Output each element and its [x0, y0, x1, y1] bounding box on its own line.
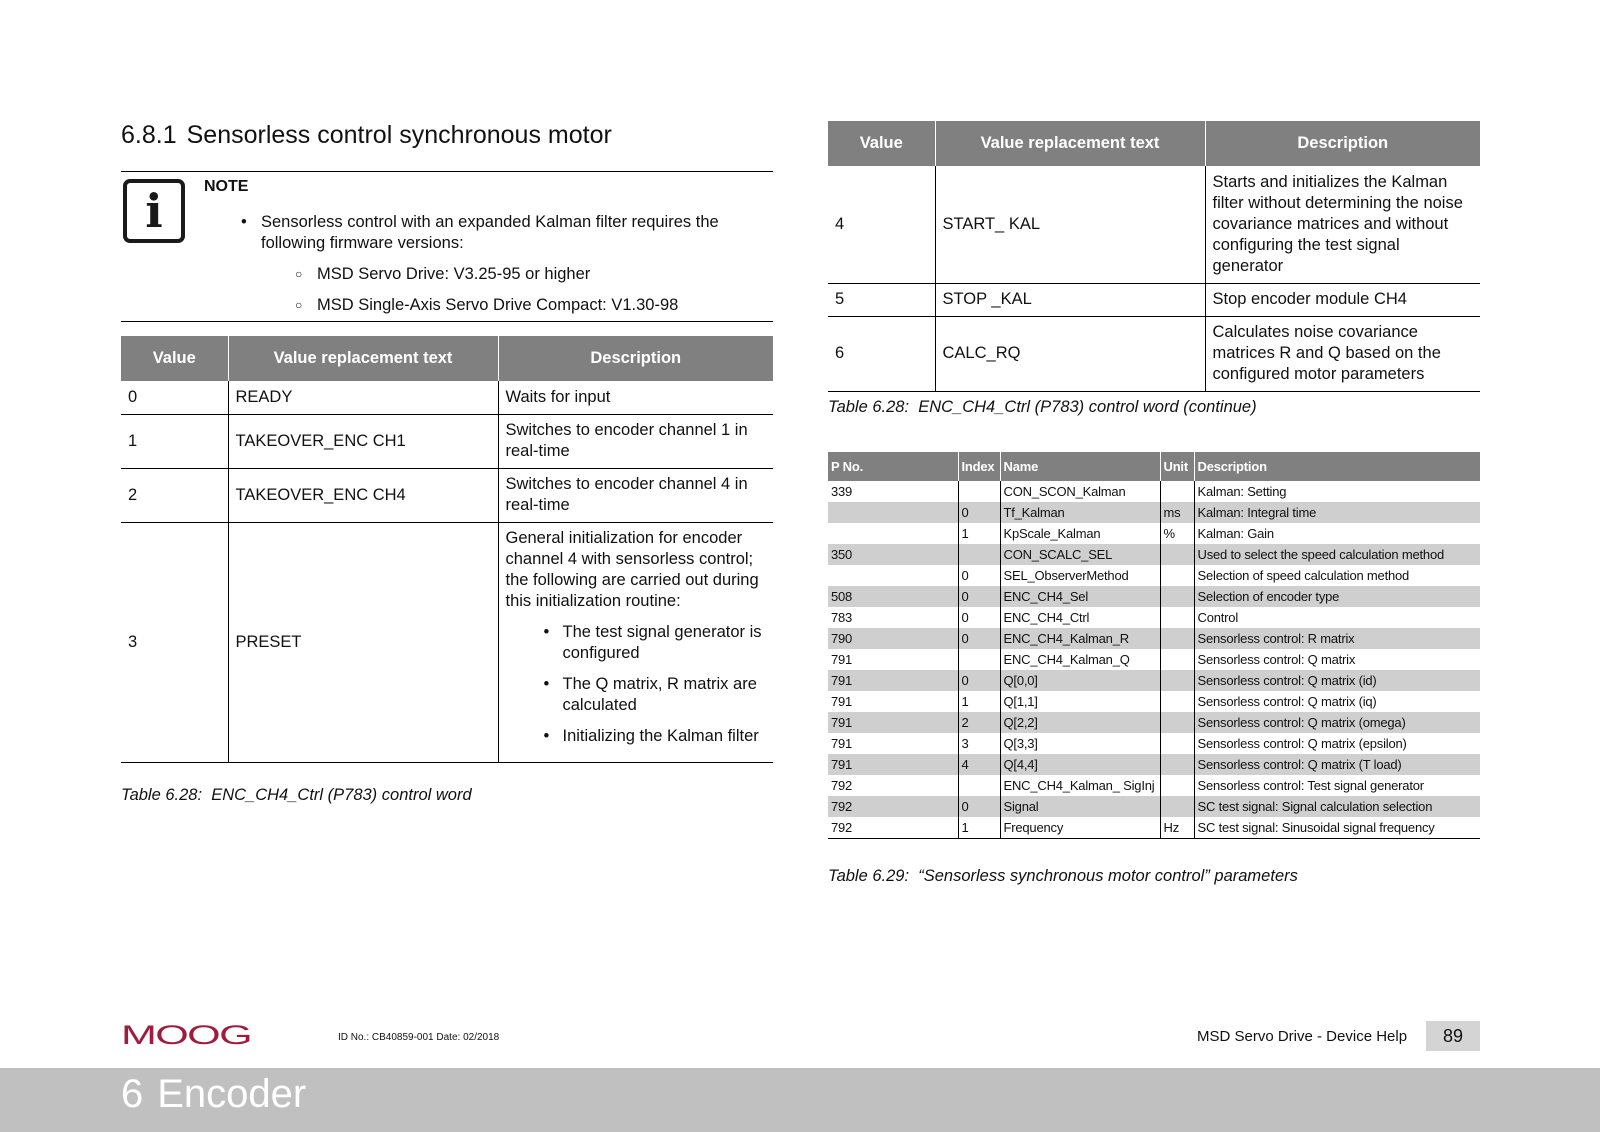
table-row: [828, 649, 1480, 670]
cell-unit: [1160, 670, 1194, 691]
table-row: [828, 586, 1480, 607]
cell-unit: [1160, 691, 1194, 712]
cell-name: ENC_CH4_Sel: [1000, 586, 1160, 607]
cell-description: Kalman: Gain: [1194, 523, 1480, 544]
chapter-title-text: Encoder: [157, 1072, 307, 1116]
cell-description: Sensorless control: Q matrix (iq): [1194, 691, 1480, 712]
circle-bullet-icon: ○: [295, 298, 303, 312]
cell-unit: [1160, 586, 1194, 607]
cell-index: 4: [958, 754, 1000, 775]
cell-unit: [1160, 544, 1194, 565]
cell-pno: 791: [828, 712, 958, 733]
column-header-value: Value: [121, 336, 228, 381]
bullet-icon: •: [241, 213, 247, 231]
column-header-pno: P No.: [828, 452, 958, 481]
table-row: [828, 166, 1480, 283]
description-bullet-list: [506, 622, 767, 747]
parameters-table: [828, 452, 1480, 839]
cell-name: Frequency: [1000, 817, 1160, 839]
chapter-title: [121, 1072, 306, 1117]
note-label: NOTE: [204, 178, 249, 195]
column-header-replacement-text: Value replacement text: [228, 336, 498, 381]
cell-value: 5: [828, 283, 935, 316]
cell-name: Q[0,0]: [1000, 670, 1160, 691]
cell-unit: [1160, 796, 1194, 817]
note-box: [121, 171, 773, 322]
cell-value: 2: [121, 468, 228, 522]
cell-index: 0: [958, 796, 1000, 817]
cell-index: 0: [958, 586, 1000, 607]
cell-pno: 791: [831, 736, 853, 751]
cell-index: [958, 775, 1000, 796]
cell-unit: [1160, 775, 1194, 796]
cell-description-text: General initialization for encoder channel 4 with sensorless control; the following are carried out during this initialization routine:: [505, 528, 759, 610]
note-list: [241, 212, 771, 326]
cell-description: Sensorless control: Test signal generator: [1194, 775, 1480, 796]
cell-pno: 339: [831, 484, 853, 499]
cell-value: 6: [828, 316, 935, 391]
cell-description: Sensorless control: Q matrix (T load): [1194, 754, 1480, 775]
cell-replacement-text: PRESET: [228, 522, 498, 762]
cell-name: KpScale_Kalman: [1000, 523, 1160, 544]
cell-name: ENC_CH4_Ctrl: [1000, 607, 1160, 628]
cell-name: ENC_CH4_Kalman_R: [1000, 628, 1160, 649]
table-row: [828, 316, 1480, 391]
cell-index: 0: [958, 607, 1000, 628]
cell-replacement-text: START_ KAL: [935, 166, 1205, 283]
cell-unit: [1160, 712, 1194, 733]
table-row: [828, 775, 1480, 796]
note-sub-item-text: MSD Single-Axis Servo Drive Compact: V1.30-98: [317, 296, 679, 314]
table-row: [828, 670, 1480, 691]
section-number: 6.8.1: [121, 121, 177, 149]
note-sub-list: [261, 264, 771, 316]
table-row: [828, 481, 1480, 502]
page-number: 89: [1426, 1021, 1480, 1051]
parameters-table-body: [828, 481, 1480, 839]
table-row: [828, 283, 1480, 316]
description-bullet-text: The test signal generator is configured: [562, 622, 762, 662]
cell-pno: 791: [831, 652, 853, 667]
table-row: [828, 502, 1480, 523]
cell-name: Q[2,2]: [1000, 712, 1160, 733]
cell-description: Sensorless control: Q matrix: [1194, 649, 1480, 670]
table-row: [828, 754, 1480, 775]
cell-pno: 783: [831, 610, 853, 625]
column-header-description: Description: [498, 336, 773, 381]
cell-name: Signal: [1000, 796, 1160, 817]
cell-description: Selection of encoder type: [1194, 586, 1480, 607]
cell-value: 1: [121, 414, 228, 468]
cell-description: Stop encoder module CH4: [1205, 283, 1480, 316]
circle-bullet-icon: ○: [295, 267, 303, 281]
cell-index: 1: [958, 691, 1000, 712]
cell-description: Sensorless control: Q matrix (omega): [1194, 712, 1480, 733]
table-row: [121, 522, 773, 762]
cell-index: 0: [958, 670, 1000, 691]
moog-logo-mark: [121, 1023, 253, 1047]
cell-replacement-text: TAKEOVER_ENC CH1: [228, 414, 498, 468]
column-header-unit: Unit: [1160, 452, 1194, 481]
bullet-icon: •: [543, 674, 550, 693]
table-row: [828, 733, 1480, 754]
column-header-description: Description: [1194, 452, 1480, 481]
table-row: [828, 796, 1480, 817]
cell-description: Control: [1194, 607, 1480, 628]
moog-logo: [121, 1023, 253, 1052]
note-bullet: [241, 212, 771, 316]
cell-description: Kalman: Setting: [1194, 481, 1480, 502]
column-header-index: Index: [958, 452, 1000, 481]
table-row: [828, 691, 1480, 712]
cell-pno: [828, 565, 958, 586]
note-sub-item: [295, 264, 827, 285]
cell-description: Sensorless control: R matrix: [1194, 628, 1480, 649]
cell-value: 3: [121, 522, 228, 762]
column-header-name: Name: [1000, 452, 1160, 481]
cell-pno: 508: [828, 586, 958, 607]
control-word-table: [121, 336, 773, 763]
cell-description: Switches to encoder channel 4 in real-time: [498, 468, 773, 522]
cell-index: 0: [958, 628, 1000, 649]
note-sub-item-text: MSD Servo Drive: V3.25-95 or higher: [317, 265, 591, 283]
cell-description: Sensorless control: Q matrix (id): [1194, 670, 1480, 691]
table-row: [121, 414, 773, 468]
cell-description: Switches to encoder channel 1 in real-time: [498, 414, 773, 468]
cell-pno: 791: [828, 754, 958, 775]
moog-logo-text: MOOG: [121, 1023, 251, 1047]
table-row: [121, 381, 773, 414]
chapter-number: 6: [121, 1072, 144, 1116]
cell-name: Q[3,3]: [1000, 733, 1160, 754]
cell-description: Sensorless control: Q matrix (epsilon): [1194, 733, 1480, 754]
cell-replacement-text: CALC_RQ: [935, 316, 1205, 391]
cell-index: [958, 544, 1000, 565]
cell-pno: 792: [828, 817, 958, 839]
cell-unit: ms: [1160, 502, 1194, 523]
cell-unit: %: [1160, 523, 1194, 544]
table-header-row: [828, 121, 1480, 166]
table-caption: Table 6.28: ENC_CH4_Ctrl (P783) control word (continue): [828, 398, 1257, 416]
cell-name: Tf_Kalman: [1000, 502, 1160, 523]
table-row: [828, 607, 1480, 628]
cell-index: 1: [958, 523, 1000, 544]
cell-description: [498, 522, 773, 762]
cell-value: 0: [121, 381, 228, 414]
cell-unit: Hz: [1160, 817, 1194, 839]
cell-unit: [1160, 628, 1194, 649]
cell-description: Selection of speed calculation method: [1194, 565, 1480, 586]
cell-name: Q[1,1]: [1000, 691, 1160, 712]
cell-pno: 792: [831, 778, 853, 793]
cell-unit: [1160, 649, 1194, 670]
table-header-row: [121, 336, 773, 381]
cell-unit: [1160, 733, 1194, 754]
cell-description: Used to select the speed calculation method: [1194, 544, 1480, 565]
cell-name: CON_SCON_Kalman: [1000, 481, 1160, 502]
cell-name: ENC_CH4_Kalman_ SigInj: [1000, 775, 1160, 796]
note-sub-item: [295, 295, 827, 316]
section-title: [121, 121, 612, 150]
cell-name: Q[4,4]: [1000, 754, 1160, 775]
description-bullet: [506, 622, 767, 664]
cell-description: Kalman: Integral time: [1194, 502, 1480, 523]
cell-unit: [1160, 607, 1194, 628]
cell-replacement-text: TAKEOVER_ENC CH4: [228, 468, 498, 522]
cell-unit: [1160, 565, 1194, 586]
cell-replacement-text: READY: [228, 381, 498, 414]
cell-name: SEL_ObserverMethod: [1000, 565, 1160, 586]
cell-index: 0: [958, 565, 1000, 586]
cell-pno: 790: [828, 628, 958, 649]
description-bullet: [506, 674, 767, 716]
cell-index: [958, 649, 1000, 670]
cell-name: CON_SCALC_SEL: [1000, 544, 1160, 565]
description-bullet: [506, 726, 767, 747]
table-caption: Table 6.29: “Sensorless synchronous motor control” parameters: [828, 867, 1298, 885]
cell-pno: [828, 502, 958, 523]
cell-value: 4: [828, 166, 935, 283]
cell-index: [958, 481, 1000, 502]
cell-pno: 791: [828, 670, 958, 691]
bullet-icon: •: [543, 622, 550, 641]
cell-description: Waits for input: [498, 381, 773, 414]
cell-pno: 791: [831, 694, 853, 709]
table-header-row: [828, 452, 1480, 481]
cell-pno: [828, 523, 958, 544]
table-row: [121, 468, 773, 522]
description-bullet-text: The Q matrix, R matrix are calculated: [562, 674, 757, 714]
document-title: MSD Servo Drive - Device Help: [1197, 1028, 1408, 1045]
cell-pno: 350: [828, 544, 958, 565]
table-caption: Table 6.28: ENC_CH4_Ctrl (P783) control word: [121, 786, 472, 804]
cell-description: SC test signal: Signal calculation selection: [1194, 796, 1480, 817]
cell-index: 3: [958, 733, 1000, 754]
table-row: [828, 628, 1480, 649]
cell-description: SC test signal: Sinusoidal signal frequency: [1194, 817, 1480, 839]
cell-unit: [1160, 481, 1194, 502]
cell-pno: 792: [828, 796, 958, 817]
note-bullet-text: Sensorless control with an expanded Kalman filter requires the following firmware versions:: [261, 213, 719, 252]
info-icon: i: [123, 179, 185, 243]
cell-name: ENC_CH4_Kalman_Q: [1000, 649, 1160, 670]
document-id: ID No.: CB40859-001 Date: 02/2018: [338, 1032, 500, 1043]
column-header-description: Description: [1205, 121, 1480, 166]
column-header-value: Value: [828, 121, 935, 166]
section-title-text: Sensorless control synchronous motor: [186, 121, 612, 149]
table-row: [828, 565, 1480, 586]
cell-description: Calculates noise covariance matrices R and Q based on the configured motor parameters: [1205, 316, 1480, 391]
table-row: [828, 544, 1480, 565]
bullet-icon: •: [543, 726, 550, 745]
table-row: [828, 523, 1480, 544]
table-row: [828, 712, 1480, 733]
column-header-replacement-text: Value replacement text: [935, 121, 1205, 166]
cell-index: 0: [958, 502, 1000, 523]
cell-unit: [1160, 754, 1194, 775]
control-word-table-continued: [828, 121, 1480, 392]
cell-index: 1: [958, 817, 1000, 839]
table-row: [828, 817, 1480, 839]
cell-index: 2: [958, 712, 1000, 733]
description-bullet-text: Initializing the Kalman filter: [562, 726, 759, 745]
cell-description: Starts and initializes the Kalman filter without determining the noise covariance matrices and without configuring the test signal generator: [1205, 166, 1480, 283]
cell-replacement-text: STOP _KAL: [935, 283, 1205, 316]
